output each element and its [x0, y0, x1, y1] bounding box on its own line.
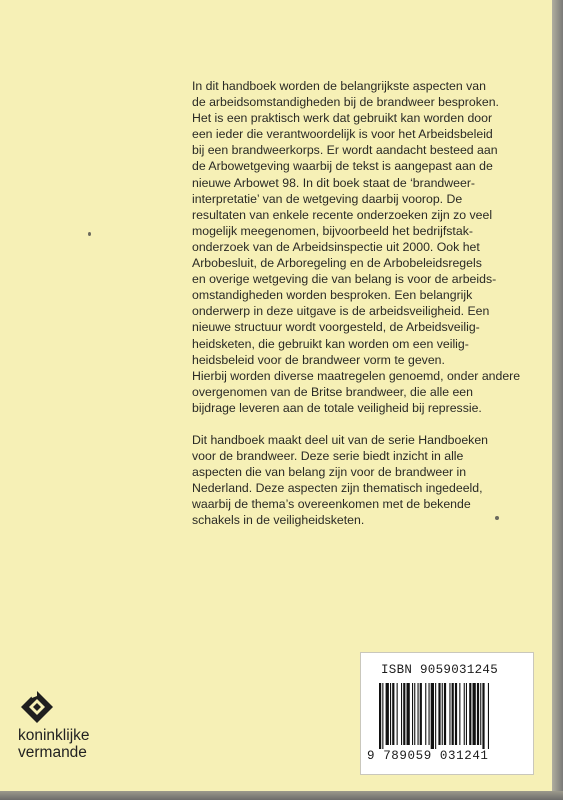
speck-mark [495, 516, 499, 520]
cover-edge-right [552, 0, 563, 800]
blurb-line: onderzoek van de Arbeidsinspectie uit 2000. Ook het [192, 239, 480, 254]
isbn-barcode-label [360, 652, 534, 775]
blurb-line: en overige wetgeving die van belang is voor de arbeids- [192, 272, 497, 287]
blurb-line: aspecten die van belang zijn voor de brandweer in [192, 465, 467, 480]
barcode-bar [386, 683, 389, 745]
barcode-bar [414, 683, 415, 745]
blurb-line: Het is een praktisch werk dat gebruikt kan worden door [192, 111, 493, 126]
speck-mark [88, 232, 91, 236]
barcode-bar [477, 683, 479, 745]
barcode-bar [392, 683, 394, 745]
blurb-line: resultaten van enkele recente onderzoeken zijn zo veel [192, 207, 493, 222]
blurb-line: mogelijk meegenomen, bijvoorbeeld het bedrijfstak- [192, 223, 473, 238]
blurb-line: voor de brandweer. Deze serie biedt inzicht in alle [192, 449, 464, 464]
barcode-bar [429, 683, 430, 745]
cover-edge-bottom [0, 791, 563, 800]
blurb-line: In dit handboek worden de belangrijkste aspecten van [192, 79, 486, 93]
barcode-bar [407, 683, 410, 745]
barcode-bar [379, 683, 381, 749]
barcode-bar [403, 683, 405, 745]
blurb-line: overgenomen van de Britse brandweer, die alle een [192, 384, 473, 399]
barcode-bar [425, 683, 426, 745]
blurb-line: Arbobesluit, de Arboregeling en de Arbobeleidsregels [192, 256, 482, 271]
blurb-line: heidsketen, die gebruikt kan worden om een veilig- [192, 336, 469, 351]
barcode-bar [488, 683, 489, 749]
barcode-bar [442, 683, 443, 745]
blurb-paragraph-1 [192, 78, 532, 416]
blurb-line: Dit handboek maakt deel uit van de serie Handboeken [192, 432, 489, 447]
barcode-bar [412, 683, 413, 745]
publisher-name-line-2: vermande [18, 744, 87, 761]
barcode-bar [420, 683, 422, 745]
barcode-bar [444, 683, 446, 745]
barcode-bar [466, 683, 467, 745]
blurb-line: heidsbeleid voor de brandweer vorm te geven. [192, 352, 445, 367]
barcode-bar [401, 683, 402, 745]
barcode-bar [469, 683, 471, 745]
barcode-bar [480, 683, 481, 745]
blurb-line: bij een brandweerkorps. Er wordt aandacht besteed aan [192, 143, 498, 158]
barcode-bar [438, 683, 440, 745]
blurb-line: bijdrage leveren aan de totale veiligheid bij repressie. [192, 400, 482, 415]
blurb-line: nieuwe Arbowet 98. In dit boek staat de ‘brandweer- [192, 175, 476, 190]
barcode-bar [382, 683, 383, 749]
barcode-bar [431, 683, 434, 749]
publisher-name [18, 727, 90, 761]
barcode-bar [418, 683, 419, 745]
barcode-bar [435, 683, 436, 749]
blurb-line: onderwerp in deze uitgave is de arbeidsveiligheid. Een [192, 304, 490, 319]
blurb-line: de arbeidsomstandigheden bij de brandweer besproken. [192, 95, 499, 110]
blurb-line: Hierbij worden diverse maatregelen genoemd, onder andere [192, 368, 521, 383]
ean-digits: 9 789059 031241 [367, 749, 489, 763]
barcode-bar [390, 683, 391, 745]
blurb-line: interpretatie’ van de wetgeving daarbij voorop. De [192, 191, 463, 206]
blurb-line: waarbij de thema’s overeenkomen met de bekende [192, 497, 471, 512]
blurb-line: nieuwe structuur wordt voorgesteld, de Arbeidsveilig- [192, 320, 480, 335]
barcode-bar [449, 683, 450, 745]
blurb-line: Nederland. Deze aspecten zijn thematisch ingedeeld, [192, 481, 483, 496]
barcode-bar [459, 683, 460, 745]
barcode-bar [452, 683, 454, 745]
blurb-line: schakels in de veiligheidsketen. [192, 513, 365, 528]
barcode-bar [464, 683, 465, 745]
barcode-bar [482, 683, 484, 749]
blurb-line: een ieder die verantwoordelijk is voor het Arbeidsbeleid [192, 127, 493, 142]
publisher-logo-icon [20, 690, 54, 724]
cover-blurb [192, 78, 532, 529]
barcode-bar [473, 683, 476, 745]
blurb-paragraph-2 [192, 432, 532, 529]
isbn-text: ISBN 9059031245 [381, 663, 499, 677]
barcode-bar [397, 683, 398, 745]
publisher-name-line-1: koninklijke [18, 727, 90, 744]
blurb-line: omstandigheden worden besproken. Een belangrijk [192, 288, 473, 303]
blurb-line: de Arbowetgeving waarbij de tekst is aangepast aan de [192, 159, 493, 174]
barcode-graphic [379, 683, 517, 749]
barcode-bar [455, 683, 457, 745]
